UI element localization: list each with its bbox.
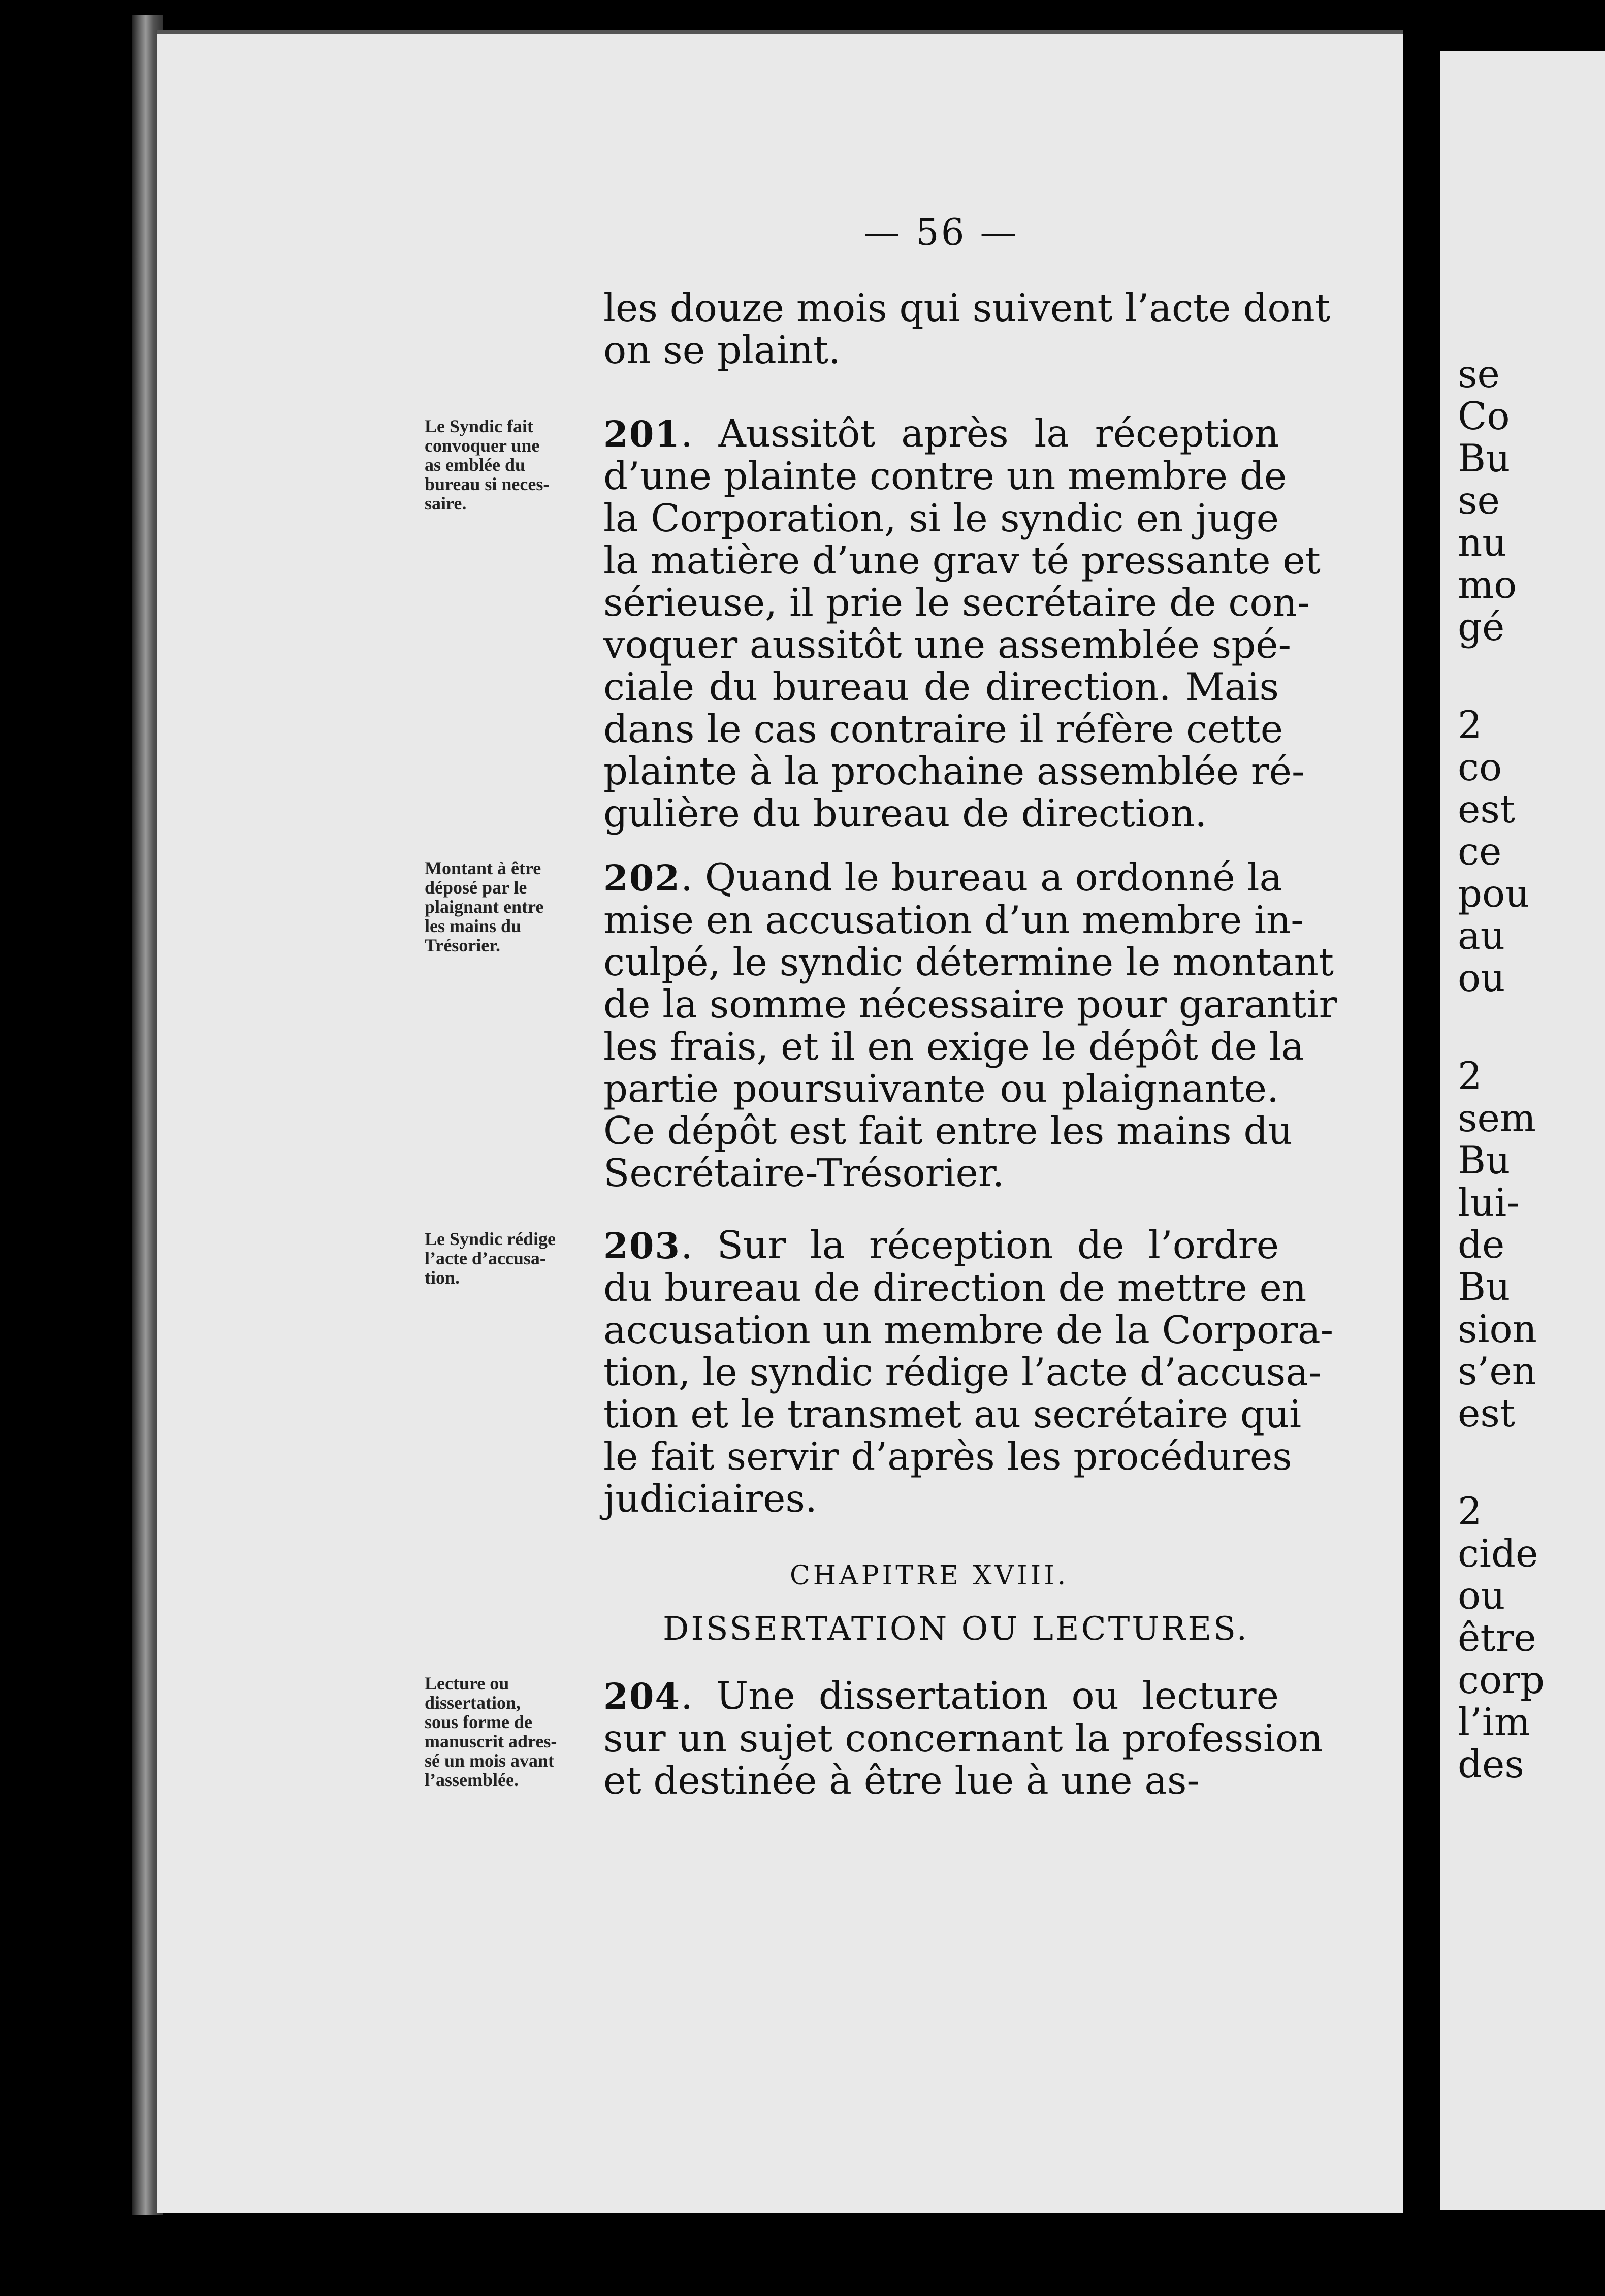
- paragraph-gap: [1458, 648, 1545, 704]
- margin-note-line: dissertation,: [425, 1693, 521, 1713]
- right-page-fragment: ou: [1458, 955, 1505, 1000]
- right-page-fragment: Co: [1458, 394, 1510, 438]
- text-line: partie poursuivante ou plaignante.: [603, 1066, 1279, 1111]
- text-line: du bureau de direction de mettre en: [603, 1265, 1307, 1310]
- right-page-fragment: au: [1458, 913, 1505, 958]
- text-line: [603, 1224, 1279, 1267]
- margin-note-line: bureau si neces-: [425, 474, 550, 494]
- right-page-fragment: mo: [1458, 562, 1517, 607]
- right-page-fragment: cide: [1458, 1531, 1538, 1576]
- margin-note-line: convoquer une: [425, 435, 540, 456]
- margin-note-line: Trésorier.: [425, 935, 500, 955]
- right-page-fragment: corp: [1458, 1657, 1545, 1702]
- article-number: 201: [603, 413, 681, 455]
- margin-note-line: l’acte d’accusa-: [425, 1248, 546, 1268]
- text-fragment: . Sur la réception de l’ordre: [681, 1223, 1279, 1267]
- text-line: les douze mois qui suivent l’acte dont: [603, 285, 1330, 330]
- right-page-fragment: est: [1458, 1391, 1516, 1436]
- right-page-fragment: se: [1458, 478, 1500, 523]
- right-page-fragment: 2: [1458, 1489, 1482, 1534]
- article-number: 204: [603, 1675, 681, 1717]
- right-page-fragment: 2: [1458, 1054, 1482, 1098]
- right-page-fragment: s’en: [1458, 1349, 1537, 1393]
- margin-note-line: Lecture ou: [425, 1673, 509, 1694]
- article-201: [603, 411, 1321, 836]
- right-page-fragment: sem: [1458, 1096, 1536, 1140]
- text-line: dans le cas contraire il réfère cette: [603, 707, 1283, 751]
- right-page-fragment: pou: [1458, 871, 1530, 916]
- article-203: [603, 1223, 1334, 1521]
- margin-note-line: l’assemblée.: [425, 1770, 519, 1790]
- text-fragment: . Une dissertation ou lecture: [681, 1673, 1279, 1718]
- right-page-fragment: l’im: [1458, 1700, 1530, 1744]
- text-line: on se plaint.: [603, 328, 841, 372]
- margin-note-204: [425, 1674, 602, 1790]
- text-fragment: . Quand le bureau a ordonné la: [681, 855, 1282, 900]
- margin-note-202: [425, 858, 602, 955]
- margin-note-line: as emblée du: [425, 455, 525, 475]
- right-page-fragment: de: [1458, 1222, 1505, 1267]
- text-line: le fait servir d’après les procédures: [603, 1434, 1292, 1479]
- right-page-fragment: co: [1458, 745, 1502, 789]
- right-page-fragment: gé: [1458, 604, 1505, 649]
- margin-note-201: [425, 417, 602, 513]
- text-line: [603, 1675, 1279, 1717]
- text-line: tion et le transmet au secrétaire qui: [603, 1392, 1302, 1437]
- chapter-number: CHAPITRE XVIII.: [790, 1560, 1069, 1591]
- margin-note-line: plaignant entre: [425, 897, 544, 917]
- right-page-fragment: des: [1458, 1742, 1524, 1787]
- right-page-fragment: lui-: [1458, 1180, 1520, 1225]
- right-page-fragments: [1458, 353, 1545, 1785]
- chapter-title: DISSERTATION OU LECTURES.: [663, 1610, 1249, 1648]
- right-page-fragment: est: [1458, 787, 1516, 832]
- right-page-fragment: ou: [1458, 1573, 1505, 1618]
- right-page-fragment: nu: [1458, 520, 1507, 565]
- margin-note-line: les mains du: [425, 916, 522, 936]
- page-number: — 56 —: [863, 211, 1019, 253]
- text-line: d’une plainte contre un membre de: [603, 454, 1287, 498]
- text-line: voquer aussitôt une assemblée spé-: [603, 622, 1292, 667]
- margin-note-line: déposé par le: [425, 877, 527, 898]
- text-line: culpé, le syndic détermine le montant: [603, 940, 1334, 984]
- right-page-fragment: Bu: [1458, 1264, 1511, 1309]
- text-line: la Corporation, si le syndic en juge: [603, 496, 1279, 540]
- text-line: judiciaires.: [603, 1476, 817, 1521]
- text-line: et destinée à être lue à une as-: [603, 1758, 1200, 1803]
- paragraph-gap: [1458, 1434, 1545, 1490]
- text-line: sur un sujet concernant la profession: [603, 1716, 1323, 1761]
- right-page-fragment: sion: [1458, 1306, 1537, 1351]
- right-page-fragment: se: [1458, 352, 1500, 396]
- margin-note-line: Le Syndic fait: [425, 416, 534, 436]
- text-line: [603, 855, 1282, 900]
- text-line: tion, le syndic rédige l’acte d’accusa-: [603, 1350, 1322, 1394]
- margin-note-line: manuscrit adres-: [425, 1731, 557, 1751]
- text-line: la matière d’une grav té pressante et: [603, 538, 1321, 583]
- article-202: [603, 855, 1337, 1195]
- text-line: accusation un membre de la Corpora-: [603, 1308, 1334, 1352]
- article-204: [603, 1673, 1323, 1803]
- text-line: [603, 412, 1279, 455]
- margin-note-line: tion.: [425, 1267, 460, 1288]
- article-number: 202: [603, 857, 681, 899]
- text-fragment: . Aussitôt après la réception: [681, 411, 1279, 456]
- text-line: les frais, et il en exige le dépôt de la: [603, 1024, 1304, 1069]
- margin-note-line: sé un mois avant: [425, 1750, 555, 1771]
- margin-note-line: Montant à être: [425, 858, 541, 878]
- margin-note-line: Le Syndic rédige: [425, 1229, 556, 1249]
- text-line: sérieuse, il prie le secrétaire de con-: [603, 580, 1310, 625]
- right-page: [1440, 51, 1605, 2210]
- text-line: mise en accusation d’un membre in-: [603, 898, 1304, 942]
- text-line: plainte à la prochaine assemblée ré-: [603, 749, 1305, 793]
- text-line: ciale du bureau de direction. Mais: [603, 664, 1279, 709]
- margin-note-line: saire.: [425, 493, 467, 514]
- right-page-fragment: ce: [1458, 829, 1502, 874]
- right-page-fragment: être: [1458, 1615, 1536, 1660]
- intro-paragraph: [603, 285, 1330, 372]
- margin-note-203: [425, 1229, 602, 1287]
- right-page-fragment: Bu: [1458, 436, 1511, 481]
- text-line: de la somme nécessaire pour garantir: [603, 982, 1337, 1027]
- text-line: Secrétaire-Trésorier.: [603, 1151, 1005, 1195]
- margin-note-line: sous forme de: [425, 1712, 532, 1732]
- text-line: gulière du bureau de direction.: [603, 791, 1207, 836]
- article-number: 203: [603, 1225, 681, 1267]
- text-line: Ce dépôt est fait entre les mains du: [603, 1108, 1293, 1153]
- right-page-fragment: Bu: [1458, 1138, 1511, 1183]
- paragraph-gap: [1458, 999, 1545, 1055]
- right-page-fragment: 2: [1458, 703, 1482, 747]
